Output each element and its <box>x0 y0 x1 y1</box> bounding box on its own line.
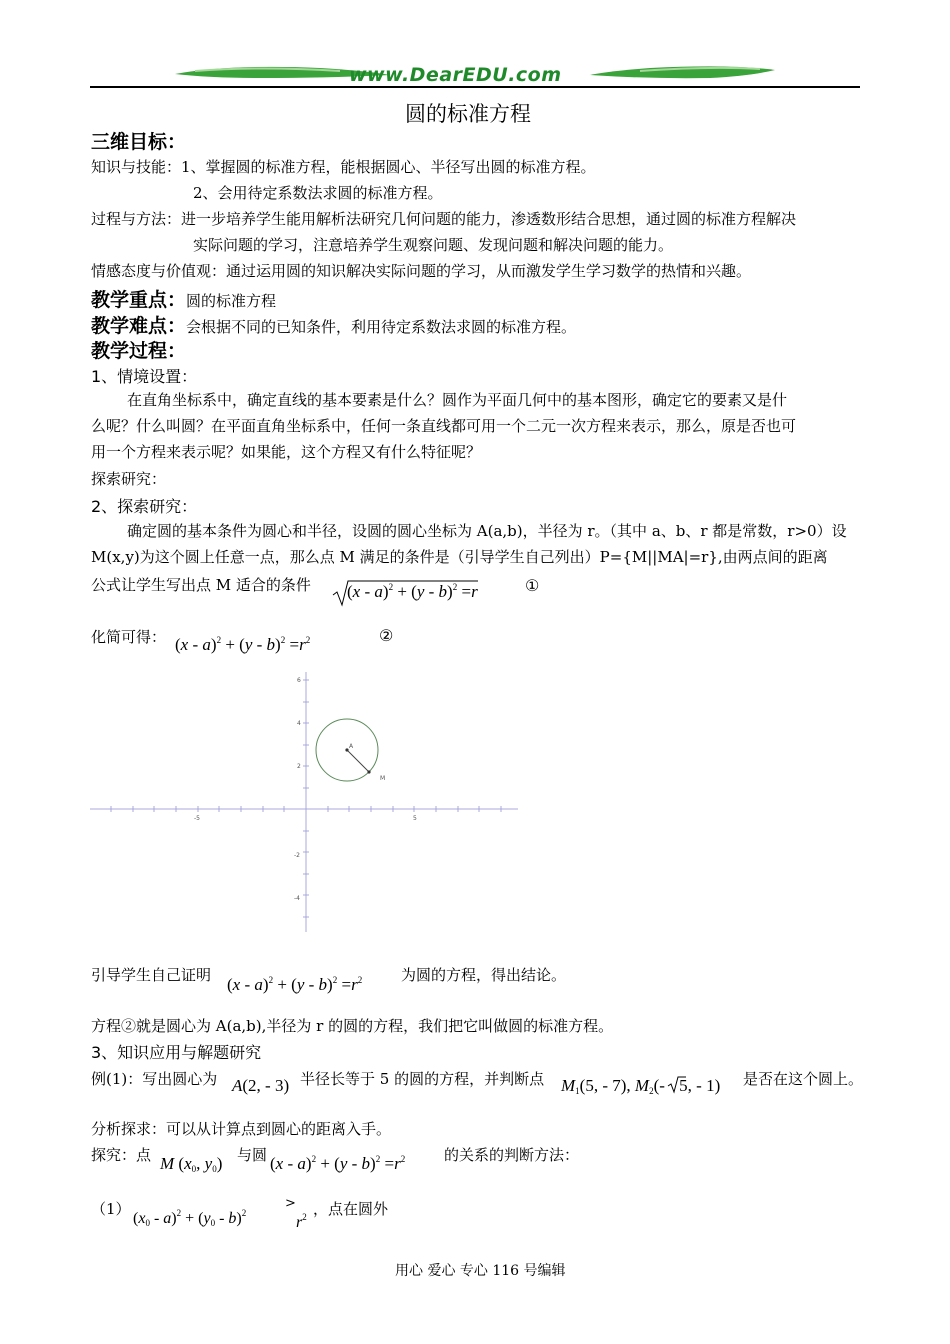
case-1-text: ，点在圆外 <box>313 1200 389 1218</box>
header-logo-text: www.DearEDU.com <box>349 64 562 86</box>
knowledge-item-1: 1、掌握圆的标准方程，能根据圆心、半径写出圆的标准方程。 <box>181 158 596 176</box>
section-2-para-line-1: 确定圆的基本条件为圆心和半径，设圆的圆心坐标为 A(a,b)，半径为 r。（其中 a、b、r 都是常数，r>0）设 <box>127 522 847 540</box>
key-point-label: 教学重点： <box>91 289 187 311</box>
y-tick-label: 2 <box>297 763 301 770</box>
section-1-title: 1、情境设置： <box>91 367 198 386</box>
knowledge-label: 知识与技能： <box>91 158 182 176</box>
equation-3: $(x - a)^2 + (y - b)^2 =r^2$ <box>227 975 363 994</box>
equation-2: $(x - a)^2 + (y - b)^2 =r^2$ <box>175 635 311 654</box>
process-text-1: 进一步培养学生能用解析法研究几何问题的能力，渗透数形结合思想，通过圆的标准方程解决 <box>181 210 797 228</box>
process-text-2: 实际问题的学习，注意培养学生观察问题、发现问题和解决问题的能力。 <box>193 236 674 254</box>
attitude-text: 通过运用圆的知识解决实际问题的学习，从而激发学生学习数学的热情和兴趣。 <box>226 262 752 280</box>
attitude-label: 情感态度与价值观： <box>91 262 227 280</box>
explore-label: 探索研究： <box>91 470 167 488</box>
equation-1-mark: ① <box>525 576 540 595</box>
header-rule <box>90 86 860 88</box>
example-1-part-c: 是否在这个圆上。 <box>743 1070 864 1088</box>
case-1-number: （1） <box>91 1200 131 1218</box>
y-tick-label: 4 <box>297 720 301 727</box>
example-1-points: $M_1(5$, - 7), $M_2(-$ 5, - 1) <box>561 1076 721 1096</box>
objectives-heading: 三维目标： <box>91 131 187 153</box>
section-1-para-line-1: 在直角坐标系中，确定直线的基本要素是什么？圆作为平面几何中的基本图形，确定它的要素又是什 <box>127 391 788 409</box>
section-3-title: 3、知识应用与解题研究 <box>91 1043 262 1062</box>
section-2-para-line-2: M(x,y)为这个圆上任意一点，那么点 M 满足的条件是（引导学生自己列出）P={M||MA|=r},由两点间的距离 <box>91 548 828 566</box>
section-1-para-line-2: 么呢？什么叫圆？在平面直角坐标系中，任何一条直线都可用一个二元一次方程来表示，那么，原是否也可 <box>91 417 797 435</box>
point-m <box>367 770 370 773</box>
explore-2-part-c: 的关系的判断方法： <box>444 1146 580 1164</box>
proof-prefix: 引导学生自己证明 <box>91 966 212 984</box>
section-2-para-line-3: 公式让学生写出点 M 适合的条件 <box>91 576 311 594</box>
key-point-text: 圆的标准方程 <box>186 292 277 310</box>
explore-2-part-b: 与圆 <box>237 1146 268 1164</box>
explore-2-point: M ($x_0$, $y_0$) <box>160 1154 223 1174</box>
case-1-inequality: $(x_0 - a)^2 + (y_0 - b)^2$ <box>133 1208 247 1228</box>
example-1-part-a: 例(1)：写出圆心为 <box>91 1070 218 1088</box>
process-heading: 教学过程： <box>91 340 187 362</box>
simplify-label: 化简可得： <box>91 628 167 646</box>
explore-2-circle: $(x - a)^2 + (y - b)^2 =r^2$ <box>270 1154 406 1173</box>
section-2-title: 2、探索研究： <box>91 497 198 516</box>
case-1-gt: > <box>285 1196 296 1211</box>
process-label: 过程与方法： <box>91 210 182 228</box>
y-tick-label: 6 <box>297 677 301 684</box>
y-tick-label: -2 <box>294 852 300 859</box>
center-label: A <box>349 743 354 750</box>
y-tick-label: -4 <box>294 895 300 902</box>
page-footer: 用心 爱心 专心 116 号编辑 <box>395 1263 566 1279</box>
example-1-part-b: 半径长等于 5 的圆的方程，并判断点 <box>300 1070 545 1088</box>
point-m-label: M <box>380 775 386 782</box>
page-title: 圆的标准方程 <box>405 102 531 126</box>
difficulty-label: 教学难点： <box>91 315 187 337</box>
proof-suffix: 为圆的方程，得出结论。 <box>401 966 567 984</box>
example-1-center: A(2, - 3) <box>232 1076 290 1095</box>
x-tick-label: -5 <box>194 815 200 822</box>
section-1-para-line-3: 用一个方程来表示呢？如果能，这个方程又有什么特征呢？ <box>91 443 482 461</box>
equation-2-mark: ② <box>379 626 394 645</box>
analysis-text: 分析探求：可以从计算点到圆心的距离入手。 <box>91 1120 392 1138</box>
circle-figure <box>88 670 528 938</box>
x-tick-label: 5 <box>413 815 417 822</box>
conclusion-text: 方程②就是圆心为 A(a,b),半径为 r 的圆的方程，我们把它叫做圆的标准方程。 <box>91 1017 614 1035</box>
case-1-r2: $r^2$ <box>296 1212 307 1231</box>
explore-2-part-a: 探究：点 <box>91 1146 152 1164</box>
difficulty-text: 会根据不同的已知条件，利用待定系数法求圆的标准方程。 <box>186 318 577 336</box>
radius-segment <box>347 750 369 772</box>
knowledge-item-2: 2、会用待定系数法求圆的标准方程。 <box>193 184 443 202</box>
